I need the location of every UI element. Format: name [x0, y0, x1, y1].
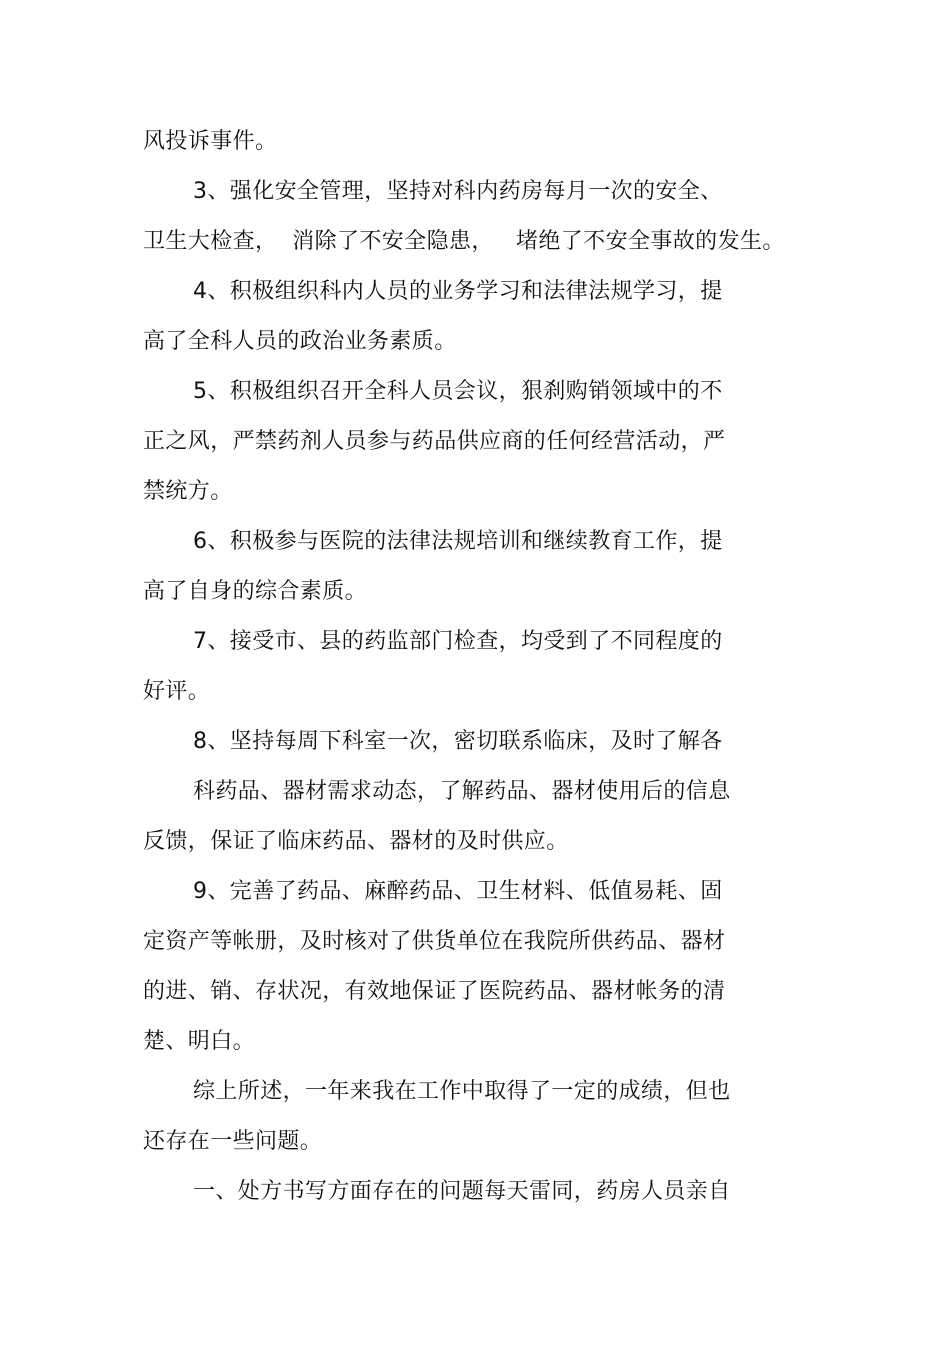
text-line: 卫生大检查， 消除了不安全隐患， 堵绝了不安全事故的发生。 — [143, 229, 785, 254]
text-line: 高了全科人员的政治业务素质。 — [143, 329, 457, 354]
text-line: 6、积极参与医院的法律法规培训和继续教育工作，提 — [193, 529, 723, 554]
text-line: 科药品、器材需求动态，了解药品、器材使用后的信息 — [193, 779, 731, 804]
text-line: 综上所述，一年来我在工作中取得了一定的成绩，但也 — [193, 1079, 731, 1104]
text-line: 反馈，保证了临床药品、器材的及时供应。 — [143, 829, 569, 854]
text-line: 4、积极组织科内人员的业务学习和法律法规学习，提 — [193, 279, 723, 304]
text-line: 的进、销、存状况，有效地保证了医院药品、器材帐务的清 — [143, 979, 726, 1004]
text-line: 9、完善了药品、麻醉药品、卫生材料、低值易耗、固 — [193, 879, 723, 904]
text-line: 8、坚持每周下科室一次，密切联系临床，及时了解各 — [193, 729, 723, 754]
text-line: 高了自身的综合素质。 — [143, 579, 368, 604]
text-line: 正之风，严禁药剂人员参与药品供应商的任何经营活动，严 — [143, 429, 726, 454]
text-line: 3、强化安全管理，坚持对科内药房每月一次的安全、 — [193, 179, 723, 204]
text-line: 好评。 — [143, 679, 211, 704]
text-line: 一、处方书写方面存在的问题每天雷同，药房人员亲自 — [193, 1179, 731, 1204]
text-line: 禁统方。 — [143, 479, 233, 504]
text-line: 定资产等帐册，及时核对了供货单位在我院所供药品、器材 — [143, 929, 726, 954]
text-line: 还存在一些问题。 — [143, 1129, 323, 1154]
text-line: 7、接受市、县的药监部门检查，均受到了不同程度的 — [193, 629, 723, 654]
text-line: 风投诉事件。 — [143, 129, 278, 154]
text-line: 5、积极组织召开全科人员会议，狠刹购销领域中的不 — [193, 379, 723, 404]
text-line: 楚、明白。 — [143, 1029, 256, 1054]
